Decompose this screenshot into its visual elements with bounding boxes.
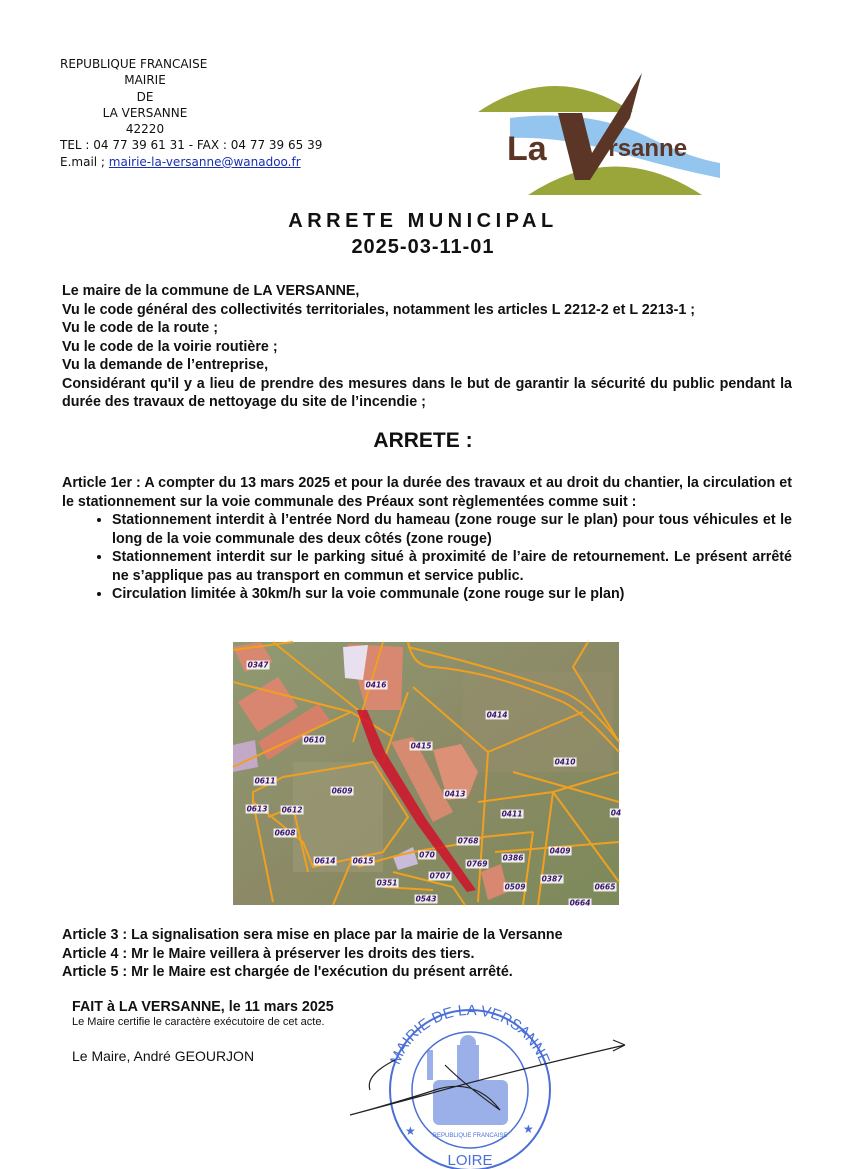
bullet-item: • Circulation limitée à 30km/h sur la voie communale (zone rouge sur le plan): [112, 585, 792, 604]
preamble-line: Vu la demande de l’entreprise,: [62, 357, 269, 373]
parcel-label: 0664: [569, 898, 591, 908]
map-background: [233, 642, 619, 905]
parcel-label: 0414: [486, 710, 508, 720]
star-icon: ★: [405, 1124, 416, 1138]
marianne-emblem-icon: [427, 1035, 508, 1125]
parcel-label: 04: [610, 808, 622, 818]
preamble-line: Considérant qu'il y a lieu de prendre des mesures dans le but de garantir la sécurité du public pendant la durée des travaux de nettoyage du site de l’incendie ;: [62, 375, 792, 410]
parcel-label: 0609: [331, 786, 353, 796]
parcel-label: 0707: [429, 871, 451, 881]
preamble-line: Le maire de la commune de LA VERSANNE,: [62, 283, 360, 299]
article-1: [62, 474, 792, 604]
article-1-bullets: [62, 511, 792, 604]
parcel-label: 0387: [541, 874, 563, 884]
cadastral-aerial-map: [233, 642, 622, 908]
logo-text-ersanne: ersanne: [595, 135, 688, 162]
parcel-label: 0411: [501, 809, 523, 819]
parcel-label: 0416: [365, 680, 387, 690]
parcel-label: 0611: [254, 776, 276, 786]
arrete-number: 2025-03-11-01: [351, 236, 495, 258]
parcel-label: 070: [419, 850, 435, 860]
preamble-line: Vu le code de la route ;: [62, 320, 218, 336]
document-title: ARRETE MUNICIPAL: [288, 210, 558, 232]
parcel-label: 0768: [457, 836, 479, 846]
article-3: Article 3 : La signalisation sera mise en place par la mairie de la Versanne: [62, 927, 563, 943]
article-4: Article 4 : Mr le Maire veillera à préserver les droits des tiers.: [62, 945, 475, 962]
fait-a-date: FAIT à LA VERSANNE, le 11 mars 2025: [72, 999, 334, 1015]
parcel-label: 0608: [274, 828, 296, 838]
header-de: DE: [136, 89, 154, 104]
article-5: Article 5 : Mr le Maire est chargée de l'exécution du présent arrêté.: [62, 964, 513, 980]
email-label: E.mail ;: [60, 154, 109, 169]
header-postcode: 42220: [125, 122, 165, 137]
header-commune: LA VERSANNE: [102, 105, 188, 120]
articles-3-5: [62, 926, 792, 982]
stamp-band: REPUBLIQUE FRANCAISE: [432, 1133, 508, 1139]
parcel-label: 0410: [554, 757, 576, 767]
stamp-loire: LOIRE: [447, 1152, 493, 1169]
official-stamp: [345, 1005, 645, 1169]
parcel-label: 0610: [303, 735, 325, 745]
parcel-label: 0613: [246, 804, 268, 814]
parcel-label: 0612: [281, 805, 303, 815]
star-icon: ★: [523, 1122, 534, 1136]
stamp-ring-text: MAIRIE DE LA VERSANNE: [387, 1005, 553, 1067]
header-mairie: MAIRIE: [124, 73, 166, 88]
parcel-label: 0413: [444, 789, 466, 799]
article-1-text: Article 1er : A compter du 13 mars 2025 et pour la durée des travaux et au droit du chantier, la circulation et le stationnement sur la voie communale des Préaux sont règlementées comme suit :: [62, 475, 792, 510]
preamble-line: Vu le code de la voirie routière ;: [62, 338, 278, 355]
parcel-label: 0615: [352, 856, 374, 866]
parcel-label: 0665: [594, 882, 616, 892]
parcel-label: 0347: [247, 660, 269, 670]
certify-note: Le Maire certifie le caractère exécutoire de cet acte.: [72, 1016, 325, 1028]
parcel-label: 0509: [504, 882, 526, 892]
preamble-line: Vu le code général des collectivités territoriales, notamment les articles L 2212-2 et L 2213-1 ;: [62, 301, 696, 318]
mairie-header: [60, 56, 322, 170]
parcel-label: 0386: [502, 853, 524, 863]
parcel-label: 0351: [376, 878, 398, 888]
bullet-item: • Stationnement interdit à l’entrée Nord du hameau (zone rouge sur le plan) pour tous véhicules et le long de la voie communale des deux côtés (zone rouge): [112, 511, 792, 548]
bullet-item: • Stationnement interdit sur le parking situé à proximité de l’aire de retournement. Le présent arrêté ne s’applique pas au transport en commun et service public.: [112, 548, 792, 585]
header-email-line: [60, 154, 322, 170]
signature-block: [72, 999, 334, 1028]
logo-text-la: La: [507, 130, 547, 168]
parcel-label: 0614: [314, 856, 336, 866]
arrete-heading: ARRETE :: [373, 429, 473, 452]
header-tel-fax: TEL : 04 77 39 61 31 - FAX : 04 77 39 65 39: [60, 138, 323, 153]
header-republique: REPUBLIQUE FRANCAISE: [60, 57, 208, 71]
parcel-label: 0415: [410, 741, 432, 751]
parcel-label: 0409: [549, 846, 571, 856]
parcel-label: 0769: [466, 859, 488, 869]
parcel-label: 0543: [415, 894, 437, 904]
preamble: [62, 282, 792, 412]
la-versanne-logo: [470, 68, 720, 198]
email-link[interactable]: mairie-la-versanne@wanadoo.fr: [108, 154, 301, 169]
mayor-name: Le Maire, André GEOURJON: [72, 1048, 255, 1064]
